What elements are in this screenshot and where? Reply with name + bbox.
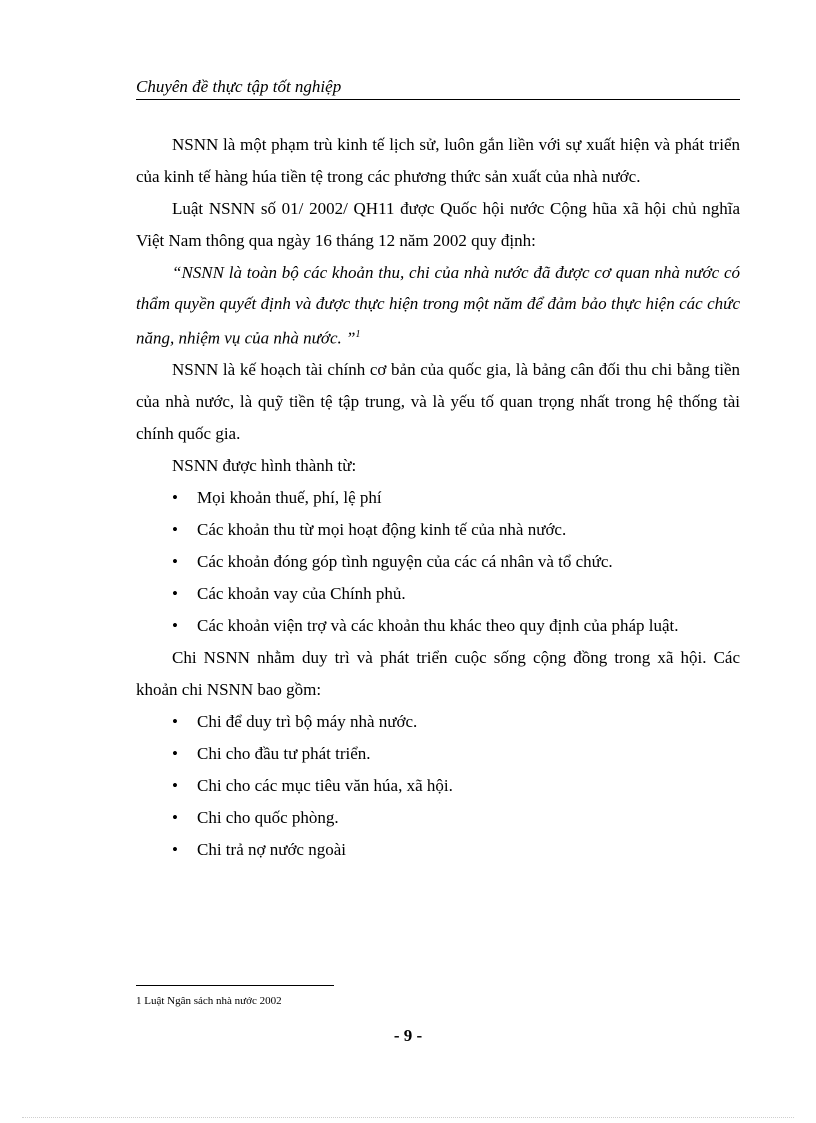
bullet-icon: • <box>172 775 178 795</box>
paragraph-financial-plan: NSNN là kế hoạch tài chính cơ bản của quốc gia, là bảng cân đối thu chi bằng tiền của nhà nước, là quỹ tiền tệ tập trung, và là yếu tố quan trọng nhất trong hệ thống tài chính quốc gia. <box>136 359 740 443</box>
list-item <box>136 610 740 642</box>
list-item-text: Các khoản vay của Chính phủ. <box>197 583 406 603</box>
paragraph-budget-law: Luật NSNN số 01/ 2002/ QH11 được Quốc hội nước Cộng hũa xã hội chủ nghĩa Việt Nam thông qua ngày 16 tháng 12 năm 2002 quy định: <box>136 199 740 250</box>
list-item <box>136 834 740 866</box>
expense-list <box>136 706 740 866</box>
bullet-icon: • <box>172 487 178 507</box>
paragraph-expense-intro: Chi NSNN nhằm duy trì và phát triển cuộc sống cộng đồng trong xã hội. Các khoản chi NSNN bao gồm: <box>136 647 740 699</box>
footnote-marker: 1 <box>136 995 142 1007</box>
footnote <box>136 994 536 1008</box>
list-item-text: Chi cho quốc phòng. <box>197 807 339 827</box>
body-text <box>136 129 740 866</box>
bullet-icon: • <box>172 551 178 571</box>
law-quote-text: “NSNN là toàn bộ các khoản thu, chi của nhà nước đã được cơ quan nhà nước có thẩm quyền quyết định và được thực hiện trong một năm để đảm bảo thực hiện các chức năng, nhiệm vụ của nhà nước. ” <box>136 263 740 348</box>
list-item-text: Chi cho các mục tiêu văn húa, xã hội. <box>197 775 453 795</box>
paragraph-nsnn-history: NSNN là một phạm trù kinh tế lịch sử, luôn gắn liền với sự xuất hiện và phát triển của kinh tế hàng húa tiền tệ trong các phương thức sản xuất của nhà nước. <box>136 135 740 186</box>
paragraph-revenue-intro: NSNN được hình thành từ: <box>172 455 357 475</box>
list-item <box>136 770 740 802</box>
footnote-text: Luật Ngân sách nhà nước 2002 <box>144 995 282 1007</box>
list-item <box>136 802 740 834</box>
list-item-text: Các khoản viện trợ và các khoản thu khác theo quy định của pháp luật. <box>197 615 679 635</box>
revenue-list <box>136 482 740 642</box>
list-item <box>136 738 740 770</box>
list-item <box>136 514 740 546</box>
law-quote <box>136 257 740 354</box>
list-item-text: Các khoản thu từ mọi hoạt động kinh tế của nhà nước. <box>197 519 567 539</box>
list-item <box>136 546 740 578</box>
list-item-text: Chi để duy trì bộ máy nhà nước. <box>197 711 418 731</box>
list-item-text: Chi cho đầu tư phát triển. <box>197 743 371 763</box>
bullet-icon: • <box>172 839 178 859</box>
bullet-icon: • <box>172 615 178 635</box>
bullet-icon: • <box>172 807 178 827</box>
page-bottom-divider <box>22 1117 794 1118</box>
bullet-icon: • <box>172 711 178 731</box>
list-item <box>136 578 740 610</box>
bullet-icon: • <box>172 583 178 603</box>
bullet-icon: • <box>172 519 178 539</box>
list-item-text: Các khoản đóng góp tình nguyện của các cá nhân và tổ chức. <box>197 551 613 571</box>
list-item <box>136 482 740 514</box>
running-header: Chuyên đề thực tập tốt nghiệp <box>136 76 740 100</box>
bullet-icon: • <box>172 743 178 763</box>
footnote-separator <box>136 985 334 986</box>
list-item-text: Mọi khoản thuế, phí, lệ phí <box>197 487 382 507</box>
list-item-text: Chi trả nợ nước ngoài <box>197 839 346 859</box>
list-item <box>136 706 740 738</box>
page-number: - 9 - <box>393 1026 423 1045</box>
footnote-reference: 1 <box>355 329 361 340</box>
